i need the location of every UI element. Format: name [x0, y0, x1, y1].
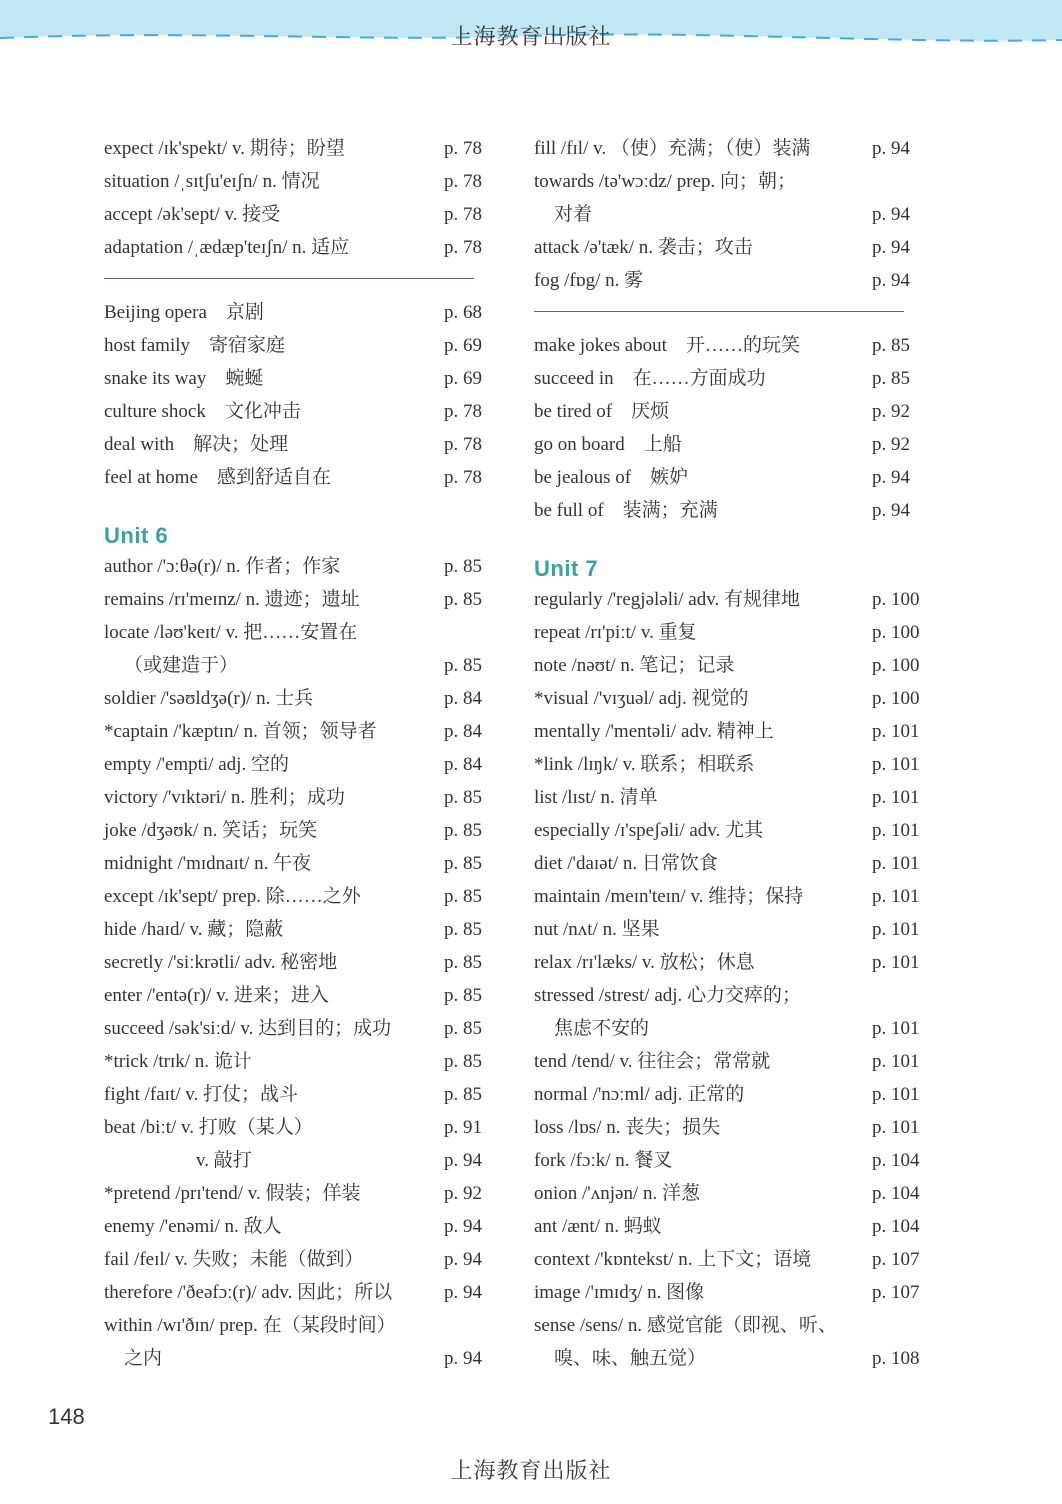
vocab-entry [534, 494, 926, 527]
vocab-entry [104, 296, 486, 329]
vocab-entry [104, 461, 486, 494]
entry-text: within /wɪ'ðɪn/ prep. 在（某段时间） [104, 1315, 396, 1336]
entry-page: p. 107 [872, 1282, 920, 1303]
entry-page: p. 78 [444, 204, 482, 225]
entry-text: adaptation /ˌædæp'teɪʃn/ n. 适应 [104, 237, 350, 258]
entry-text: empty /'empti/ adj. 空的 [104, 754, 289, 775]
vocab-entry [534, 748, 926, 781]
vocab-entry [534, 1144, 926, 1177]
entry-page: p. 85 [444, 820, 482, 841]
vocab-entry [534, 616, 926, 649]
entry-page: p. 101 [872, 952, 920, 973]
vocab-entry [534, 1078, 926, 1111]
vocab-entry [534, 1243, 926, 1276]
entry-text: onion /'ʌnjən/ n. 洋葱 [534, 1183, 700, 1204]
vocab-entry [534, 198, 926, 231]
entry-page: p. 101 [872, 754, 920, 775]
entry-text: joke /dʒəʊk/ n. 笑话；玩笑 [104, 820, 318, 841]
vocab-entry [104, 1111, 486, 1144]
vocab-entry [104, 946, 486, 979]
vocab-entry [534, 1177, 926, 1210]
entry-text: loss /lɒs/ n. 丧失；损失 [534, 1117, 721, 1138]
entry-text: sense /sens/ n. 感觉官能（即视、听、 [534, 1315, 837, 1336]
entry-text: diet /'daɪət/ n. 日常饮食 [534, 853, 718, 874]
vocab-entry [104, 231, 486, 264]
entry-text: *link /lɪŋk/ v. 联系；相联系 [534, 754, 755, 775]
entry-text: 之内 [124, 1348, 163, 1369]
entry-page: p. 69 [444, 335, 482, 356]
entry-text: especially /ɪ'speʃəli/ adv. 尤其 [534, 820, 764, 841]
entry-text: note /nəʊt/ n. 笔记；记录 [534, 655, 735, 676]
vocab-entry [104, 362, 486, 395]
entry-text: regularly /'regjələli/ adv. 有规律地 [534, 589, 801, 610]
entry-page: p. 69 [444, 368, 482, 389]
vocab-entry [534, 814, 926, 847]
entry-text: towards /tə'wɔːdz/ prep. 向；朝； [534, 171, 796, 192]
entry-page: p. 94 [444, 1150, 482, 1171]
entry-text: mentally /'mentəli/ adv. 精神上 [534, 721, 774, 742]
vocab-entry [104, 1144, 486, 1177]
vocab-entry [104, 1078, 486, 1111]
entry-page: p. 94 [444, 1249, 482, 1270]
entry-text: situation /ˌsɪtʃu'eɪʃn/ n. 情况 [104, 171, 320, 192]
entry-page: p. 104 [872, 1216, 920, 1237]
entry-page: p. 94 [872, 270, 910, 291]
entry-page: p. 85 [444, 985, 482, 1006]
entry-text: v. 敲打 [196, 1150, 252, 1171]
entry-page: p. 85 [444, 1018, 482, 1039]
entry-text: *visual /'vɪʒuəl/ adj. 视觉的 [534, 688, 749, 709]
entry-page: p. 85 [872, 368, 910, 389]
vocab-entry [104, 649, 486, 682]
entry-text: （或建造于） [124, 655, 239, 676]
entry-page: p. 101 [872, 1018, 920, 1039]
entry-text: be tired of 厌烦 [534, 401, 670, 422]
entry-text: stressed /strest/ adj. 心力交瘁的； [534, 985, 802, 1006]
vocab-entry [534, 165, 926, 198]
entry-page: p. 78 [444, 237, 482, 258]
entry-text: be jealous of 嫉妒 [534, 467, 689, 488]
entry-text: accept /ək'sept/ v. 接受 [104, 204, 281, 225]
entry-page: p. 92 [444, 1183, 482, 1204]
divider-rule [104, 264, 486, 296]
entry-page: p. 92 [872, 401, 910, 422]
entry-text: attack /ə'tæk/ n. 袭击；攻击 [534, 237, 753, 258]
entry-text: make jokes about 开……的玩笑 [534, 335, 800, 356]
vocab-entry [104, 395, 486, 428]
vocab-entry [534, 913, 926, 946]
vocab-entry [104, 616, 486, 649]
entry-page: p. 108 [872, 1348, 920, 1369]
vocab-entry [104, 913, 486, 946]
entry-page: p. 84 [444, 688, 482, 709]
entry-text: host family 寄宿家庭 [104, 335, 286, 356]
entry-page: p. 94 [444, 1348, 482, 1369]
vocab-entry [534, 583, 926, 616]
vocab-entry [104, 1243, 486, 1276]
entry-page: p. 100 [872, 622, 920, 643]
vocab-entry [104, 1210, 486, 1243]
entry-page: p. 78 [444, 401, 482, 422]
entry-page: p. 94 [872, 138, 910, 159]
entry-text: soldier /'səʊldʒə(r)/ n. 士兵 [104, 688, 314, 709]
entry-page: p. 101 [872, 721, 920, 742]
vocab-entry [104, 428, 486, 461]
right-group-1 [534, 132, 926, 297]
vocab-entry [534, 231, 926, 264]
vocab-entry [534, 1045, 926, 1078]
vocab-entry [534, 428, 926, 461]
divider-rule [534, 297, 926, 329]
entry-page: p. 84 [444, 754, 482, 775]
entry-page: p. 101 [872, 919, 920, 940]
vocab-entry [104, 583, 486, 616]
entry-page: p. 85 [444, 1051, 482, 1072]
unit-6-heading: Unit 6 [104, 523, 169, 548]
entry-page: p. 85 [444, 952, 482, 973]
vocab-entry [104, 550, 486, 583]
unit-6-list [104, 550, 486, 1375]
entry-text: context /'kɒntekst/ n. 上下文；语境 [534, 1249, 812, 1270]
entry-text: 嗅、味、触五觉） [554, 1348, 707, 1369]
entry-page: p. 94 [872, 500, 910, 521]
vocab-entry [534, 461, 926, 494]
left-column [104, 132, 486, 1375]
vocab-entry [534, 1111, 926, 1144]
vocab-entry [104, 198, 486, 231]
vocab-entry [104, 847, 486, 880]
right-column [534, 132, 926, 1375]
vocab-entry [104, 329, 486, 362]
vocab-entry [104, 165, 486, 198]
vocab-entry [104, 748, 486, 781]
entry-text: fail /feɪl/ v. 失败；未能（做到） [104, 1249, 364, 1270]
entry-page: p. 107 [872, 1249, 920, 1270]
entry-page: p. 94 [872, 204, 910, 225]
vocab-entry [534, 649, 926, 682]
entry-text: fill /fɪl/ v. （使）充满；（使）装满 [534, 138, 811, 159]
vocab-entry [534, 329, 926, 362]
entry-page: p. 78 [444, 171, 482, 192]
vocab-entry [104, 781, 486, 814]
vocab-entry [534, 1012, 926, 1045]
entry-page: p. 101 [872, 853, 920, 874]
vocab-entry [104, 814, 486, 847]
entry-text: 对着 [554, 204, 593, 225]
entry-page: p. 85 [444, 589, 482, 610]
entry-page: p. 101 [872, 1051, 920, 1072]
footer-publisher: 上海教育出版社 [450, 1458, 612, 1483]
entry-text: author /'ɔːθə(r)/ n. 作者；作家 [104, 556, 341, 577]
unit-7-heading: Unit 7 [534, 556, 599, 581]
entry-text: therefore /'ðeəfɔː(r)/ adv. 因此；所以 [104, 1282, 393, 1303]
vocab-entry [104, 1309, 486, 1342]
entry-page: p. 85 [444, 787, 482, 808]
entry-page: p. 94 [444, 1216, 482, 1237]
entry-text: succeed in 在……方面成功 [534, 368, 766, 389]
entry-page: p. 100 [872, 655, 920, 676]
entry-page: p. 94 [444, 1282, 482, 1303]
entry-page: p. 94 [872, 467, 910, 488]
entry-text: secretly /'siːkrətli/ adv. 秘密地 [104, 952, 338, 973]
vocab-entry [534, 1342, 926, 1375]
entry-page: p. 101 [872, 886, 920, 907]
entry-page: p. 85 [444, 919, 482, 940]
vocab-entry [534, 395, 926, 428]
entry-page: p. 101 [872, 787, 920, 808]
vocab-entry [534, 946, 926, 979]
left-group-2 [104, 296, 486, 494]
entry-text: *trick /trɪk/ n. 诡计 [104, 1051, 252, 1072]
entry-page: p. 85 [444, 1084, 482, 1105]
vocab-entry [534, 264, 926, 297]
vocab-entry [104, 1177, 486, 1210]
vocab-entry [534, 132, 926, 165]
vocab-entry [104, 1045, 486, 1078]
entry-page: p. 100 [872, 688, 920, 709]
entry-text: maintain /meɪn'teɪn/ v. 维持；保持 [534, 886, 804, 907]
entry-text: succeed /sək'siːd/ v. 达到目的；成功 [104, 1018, 392, 1039]
entry-page: p. 85 [444, 655, 482, 676]
entry-text: image /'ɪmɪdʒ/ n. 图像 [534, 1282, 705, 1303]
entry-text: snake its way 蜿蜒 [104, 368, 264, 389]
vocab-entry [104, 715, 486, 748]
vocab-entry [104, 132, 486, 165]
entry-page: p. 68 [444, 302, 482, 323]
entry-text: normal /'nɔːml/ adj. 正常的 [534, 1084, 745, 1105]
entry-text: nut /nʌt/ n. 坚果 [534, 919, 660, 940]
entry-page: p. 78 [444, 138, 482, 159]
entry-text: expect /ɪk'spekt/ v. 期待；盼望 [104, 138, 345, 159]
entry-page: p. 104 [872, 1150, 920, 1171]
entry-text: tend /tend/ v. 往往会；常常就 [534, 1051, 771, 1072]
vocab-entry [534, 1276, 926, 1309]
entry-page: p. 91 [444, 1117, 482, 1138]
entry-text: culture shock 文化冲击 [104, 401, 301, 422]
entry-text: *captain /'kæptɪn/ n. 首领；领导者 [104, 721, 377, 742]
entry-page: p. 101 [872, 1084, 920, 1105]
entry-text: enemy /'enəmi/ n. 敌人 [104, 1216, 282, 1237]
vocab-entry [104, 1276, 486, 1309]
vocab-entry [534, 715, 926, 748]
entry-text: except /ɪk'sept/ prep. 除……之外 [104, 886, 361, 907]
unit-7-list [534, 583, 926, 1375]
entry-text: 焦虑不安的 [554, 1018, 650, 1039]
entry-page: p. 84 [444, 721, 482, 742]
vocab-entry [534, 847, 926, 880]
vocab-entry [104, 979, 486, 1012]
vocab-entry [534, 682, 926, 715]
vocab-entry [104, 1012, 486, 1045]
entry-text: fork /fɔːk/ n. 餐叉 [534, 1150, 673, 1171]
entry-page: p. 104 [872, 1183, 920, 1204]
entry-text: fog /fɒg/ n. 雾 [534, 270, 644, 291]
vocab-entry [534, 880, 926, 913]
entry-page: p. 85 [444, 886, 482, 907]
entry-page: p. 94 [872, 237, 910, 258]
entry-text: locate /ləʊ'keɪt/ v. 把……安置在 [104, 622, 358, 643]
entry-text: hide /haɪd/ v. 藏；隐蔽 [104, 919, 284, 940]
entry-text: list /lɪst/ n. 清单 [534, 787, 658, 808]
entry-page: p. 85 [872, 335, 910, 356]
entry-text: repeat /rɪ'piːt/ v. 重复 [534, 622, 697, 643]
entry-page: p. 78 [444, 467, 482, 488]
entry-page: p. 101 [872, 820, 920, 841]
left-group-1 [104, 132, 486, 264]
entry-text: be full of 装满；充满 [534, 500, 718, 521]
entry-text: *pretend /prɪ'tend/ v. 假装；佯装 [104, 1183, 361, 1204]
vocab-entry [534, 979, 926, 1012]
right-group-2 [534, 329, 926, 527]
entry-text: remains /rɪ'meɪnz/ n. 遗迹；遗址 [104, 589, 360, 610]
entry-text: deal with 解决；处理 [104, 434, 289, 455]
entry-page: p. 100 [872, 589, 920, 610]
entry-page: p. 92 [872, 434, 910, 455]
entry-text: midnight /'mɪdnaɪt/ n. 午夜 [104, 853, 312, 874]
vocab-entry [104, 682, 486, 715]
vocab-entry [534, 1210, 926, 1243]
entry-text: beat /biːt/ v. 打败（某人） [104, 1117, 313, 1138]
entry-page: p. 85 [444, 556, 482, 577]
entry-page: p. 101 [872, 1117, 920, 1138]
entry-page: p. 78 [444, 434, 482, 455]
entry-page: p. 85 [444, 853, 482, 874]
entry-text: ant /ænt/ n. 蚂蚁 [534, 1216, 662, 1237]
entry-text: victory /'vɪktəri/ n. 胜利；成功 [104, 787, 345, 808]
vocab-entry [534, 362, 926, 395]
vocab-entry [104, 1342, 486, 1375]
vocab-entry [104, 880, 486, 913]
entry-text: relax /rɪ'læks/ v. 放松；休息 [534, 952, 755, 973]
vocab-entry [534, 781, 926, 814]
entry-text: feel at home 感到舒适自在 [104, 467, 331, 488]
entry-text: go on board 上船 [534, 434, 682, 455]
page-number: 148 [48, 1404, 85, 1429]
vocab-entry [534, 1309, 926, 1342]
entry-text: fight /faɪt/ v. 打仗；战斗 [104, 1084, 299, 1105]
header-publisher: 上海教育出版社 [450, 24, 612, 49]
entry-text: enter /'entə(r)/ v. 进来；进入 [104, 985, 329, 1006]
entry-text: Beijing opera 京剧 [104, 302, 264, 323]
